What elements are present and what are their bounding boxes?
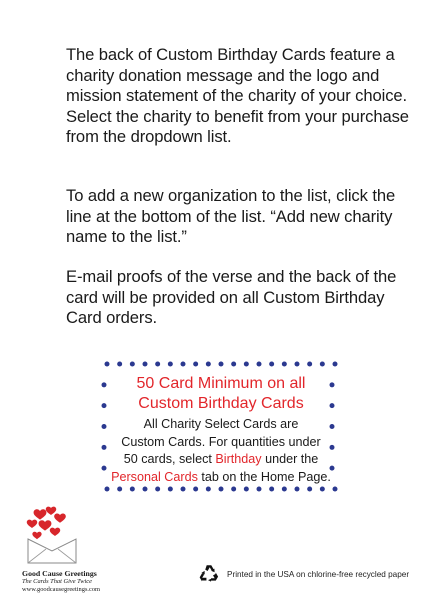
border-dot xyxy=(257,487,262,492)
border-dot xyxy=(244,362,249,367)
print-note xyxy=(198,563,409,585)
border-dot xyxy=(307,362,312,367)
personal-cards-link[interactable]: Personal Cards xyxy=(111,469,198,484)
good-cause-greetings-logo xyxy=(22,505,82,569)
border-dot xyxy=(193,362,198,367)
border-dot xyxy=(257,362,262,367)
border-dot xyxy=(181,487,186,492)
border-dot xyxy=(320,487,325,492)
border-dot xyxy=(130,362,135,367)
border-dot xyxy=(244,487,249,492)
border-dot xyxy=(130,487,135,492)
notice-line4 xyxy=(96,469,346,487)
border-dot xyxy=(231,362,236,367)
border-dot xyxy=(117,362,122,367)
envelope-hearts-icon xyxy=(22,505,82,569)
brand-url[interactable]: www.goodcausegreetings.com xyxy=(22,586,101,593)
border-dot xyxy=(282,487,287,492)
border-dot xyxy=(105,487,110,492)
border-dot xyxy=(269,362,274,367)
brand-block xyxy=(22,569,100,594)
notice-line3-pre: 50 cards, select xyxy=(123,452,216,466)
notice-line3-post: under the xyxy=(261,452,319,466)
recycle-icon xyxy=(198,563,220,585)
border-dot xyxy=(295,487,300,492)
notice-title xyxy=(96,374,346,414)
brand-tagline: The Cards That Give Twice xyxy=(22,578,92,585)
notice-title-line1: 50 Card Minimum on all xyxy=(136,375,306,392)
border-dot xyxy=(333,362,338,367)
border-dot xyxy=(282,362,287,367)
border-dot xyxy=(168,362,173,367)
border-dot xyxy=(206,362,211,367)
border-dot xyxy=(269,487,274,492)
border-dot xyxy=(155,362,160,367)
border-dot xyxy=(219,487,224,492)
notice-line1: All Charity Select Cards are xyxy=(143,417,299,431)
email-proofs-paragraph: E-mail proofs of the verse and the back of the card will be provided on all Custom Birthday Card orders. xyxy=(66,267,397,328)
border-dot xyxy=(143,487,148,492)
minimum-order-notice xyxy=(96,358,346,498)
border-dot xyxy=(193,487,198,492)
charity-back-paragraph: The back of Custom Birthday Cards feature a charity donation message and the logo and mission statement of the charity of your choice. Select the charity to benefit from your purchase from the dropdown list. xyxy=(66,45,409,147)
border-dot xyxy=(320,362,325,367)
notice-body xyxy=(96,416,346,486)
notice-line4-post: tab on the Home Page. xyxy=(197,469,331,484)
add-organization-paragraph: To add a new organization to the list, click the line at the bottom of the list. “Add new charity name to the list.” xyxy=(66,186,396,247)
border-dot xyxy=(206,487,211,492)
notice-line3 xyxy=(96,451,346,469)
border-dot xyxy=(219,362,224,367)
notice-title-line2: Custom Birthday Cards xyxy=(138,395,304,412)
border-dot xyxy=(307,487,312,492)
print-note-text: Printed in the USA on chlorine-free recycled paper xyxy=(227,569,410,579)
border-dot xyxy=(333,487,338,492)
birthday-link[interactable]: Birthday xyxy=(215,452,262,466)
border-dot xyxy=(231,487,236,492)
border-dot xyxy=(143,362,148,367)
border-dot xyxy=(155,487,160,492)
brand-name: Good Cause Greetings xyxy=(22,569,97,578)
border-dot xyxy=(168,487,173,492)
border-dot xyxy=(117,487,122,492)
border-dot xyxy=(181,362,186,367)
border-dot xyxy=(295,362,300,367)
notice-line2: Custom Cards. For quantities under xyxy=(121,434,321,449)
border-dot xyxy=(105,362,110,367)
